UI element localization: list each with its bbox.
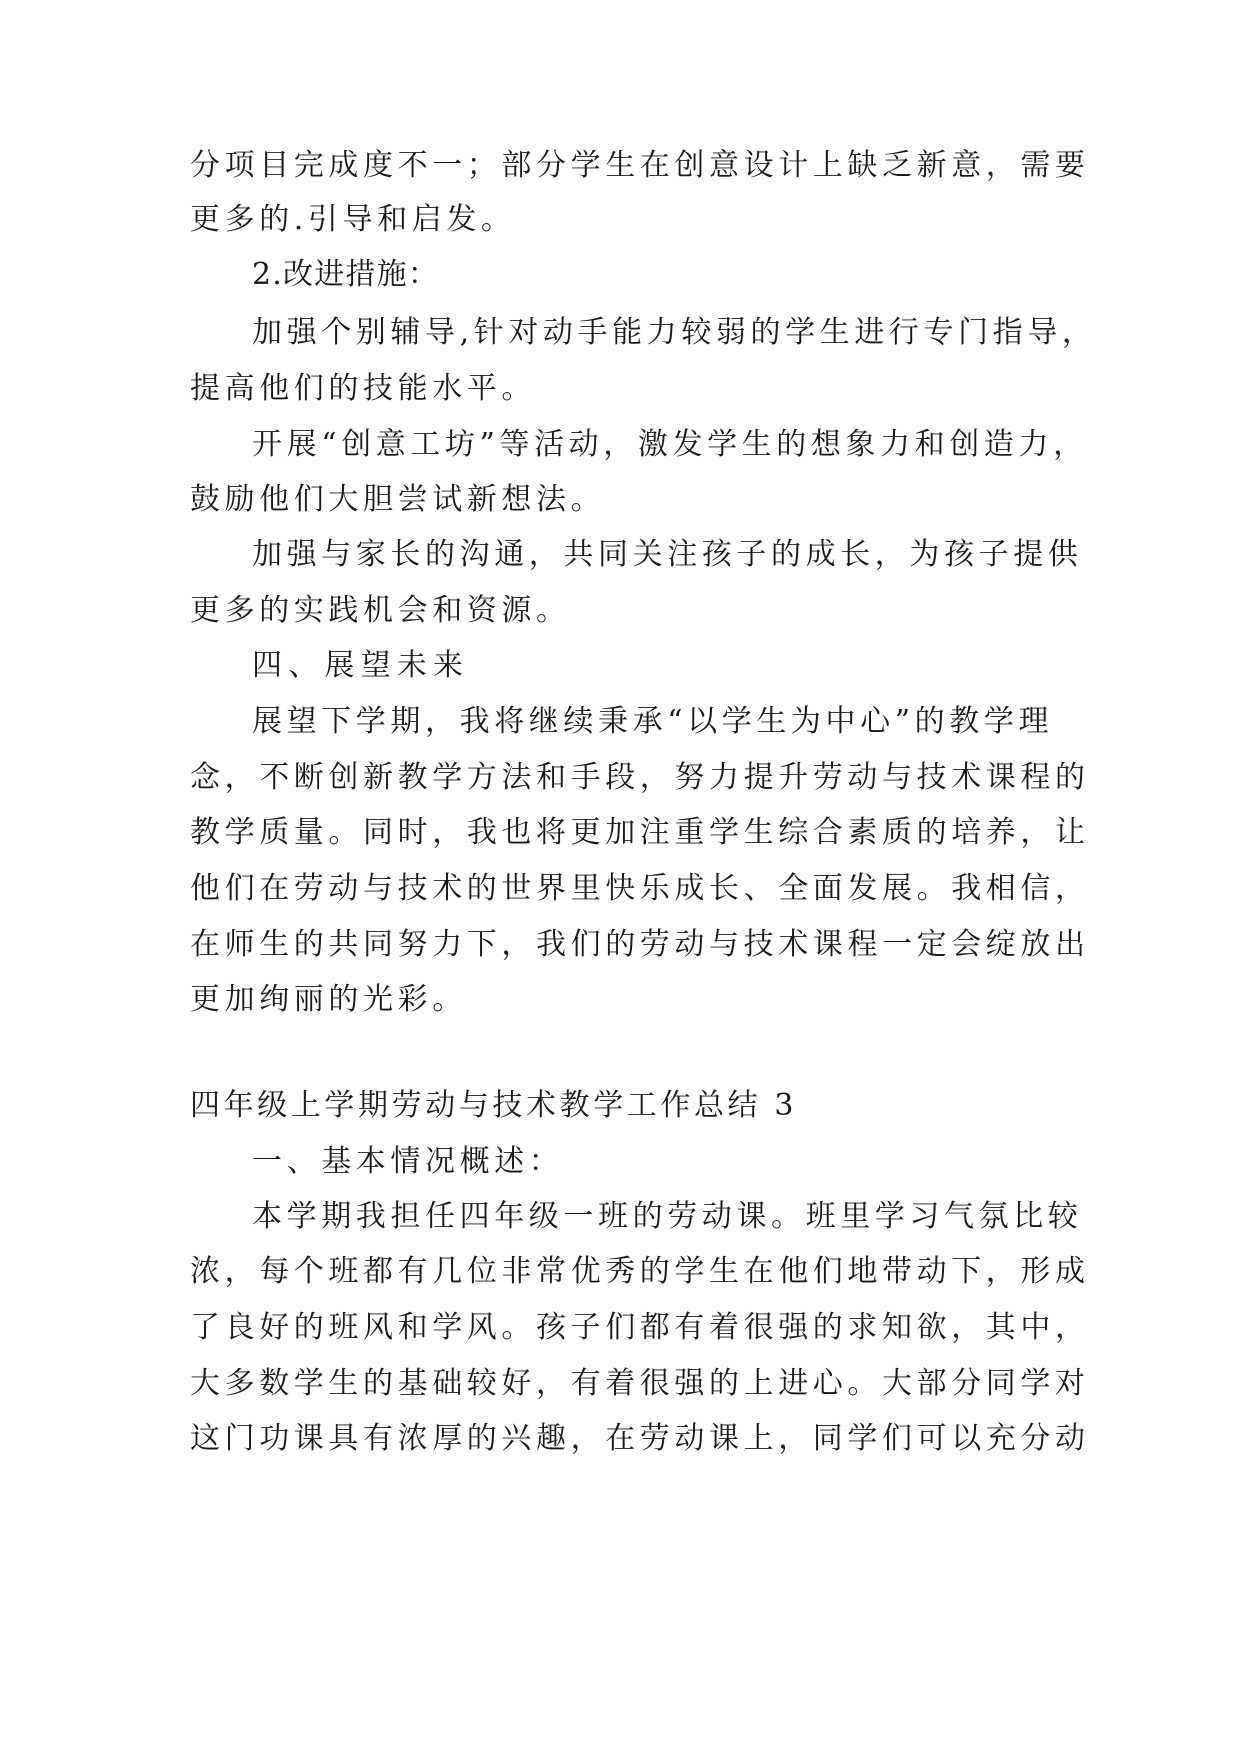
text-line: 本学期我担任四年级一班的劳动课。班里学习气氛比较 — [252, 1199, 1083, 1234]
text-line: 这门功课具有浓厚的兴趣，在劳动课上，同学们可以充分动 — [190, 1421, 1090, 1456]
text-line: 提高他们的技能水平。 — [190, 371, 536, 406]
text-line: 鼓励他们大胆尝试新想法。 — [190, 482, 606, 517]
text-line: 了良好的班风和学风。孩子们都有着很强的求知欲，其中， — [190, 1310, 1090, 1345]
text-line: 分项目完成度不一；部分学生在创意设计上缺乏新意，需要 — [190, 148, 1090, 183]
section-heading: 一、基本情况概述： — [252, 1144, 564, 1179]
text-line: 教学质量。同时，我也将更加注重学生综合素质的培养，让 — [190, 815, 1090, 850]
text-line: 开展“创意工坊”等活动，激发学生的想象力和创造力， — [252, 427, 1088, 462]
text-line: 更加绚丽的光彩。 — [190, 982, 467, 1017]
text-line: 加强个别辅导,针对动手能力较弱的学生进行专门指导， — [252, 315, 1097, 350]
text-line: 更多的.引导和启发。 — [190, 202, 516, 237]
text-line: 他们在劳动与技术的世界里快乐成长、全面发展。我相信， — [190, 871, 1090, 906]
text-line: 加强与家长的沟通，共同关注孩子的成长，为孩子提供 — [252, 537, 1083, 572]
text-line: 在师生的共同努力下，我们的劳动与技术课程一定会绽放出 — [190, 927, 1090, 962]
text-line: 念，不断创新教学方法和手段，努力提升劳动与技术课程的 — [190, 760, 1090, 795]
section-heading: 四、展望未来 — [252, 648, 470, 683]
text-line: 展望下学期，我将继续秉承“以学生为中心”的教学理 — [252, 704, 1054, 739]
numbered-heading: 2.改进措施： — [252, 257, 440, 292]
text-line: 大多数学生的基础较好，有着很强的上进心。大部分同学对 — [190, 1366, 1090, 1401]
document-title: 四年级上学期劳动与技术教学工作总结 3 — [190, 1088, 798, 1123]
text-line: 浓，每个班都有几位非常优秀的学生在他们地带动下，形成 — [190, 1254, 1090, 1289]
text-line: 更多的实践机会和资源。 — [190, 593, 571, 628]
